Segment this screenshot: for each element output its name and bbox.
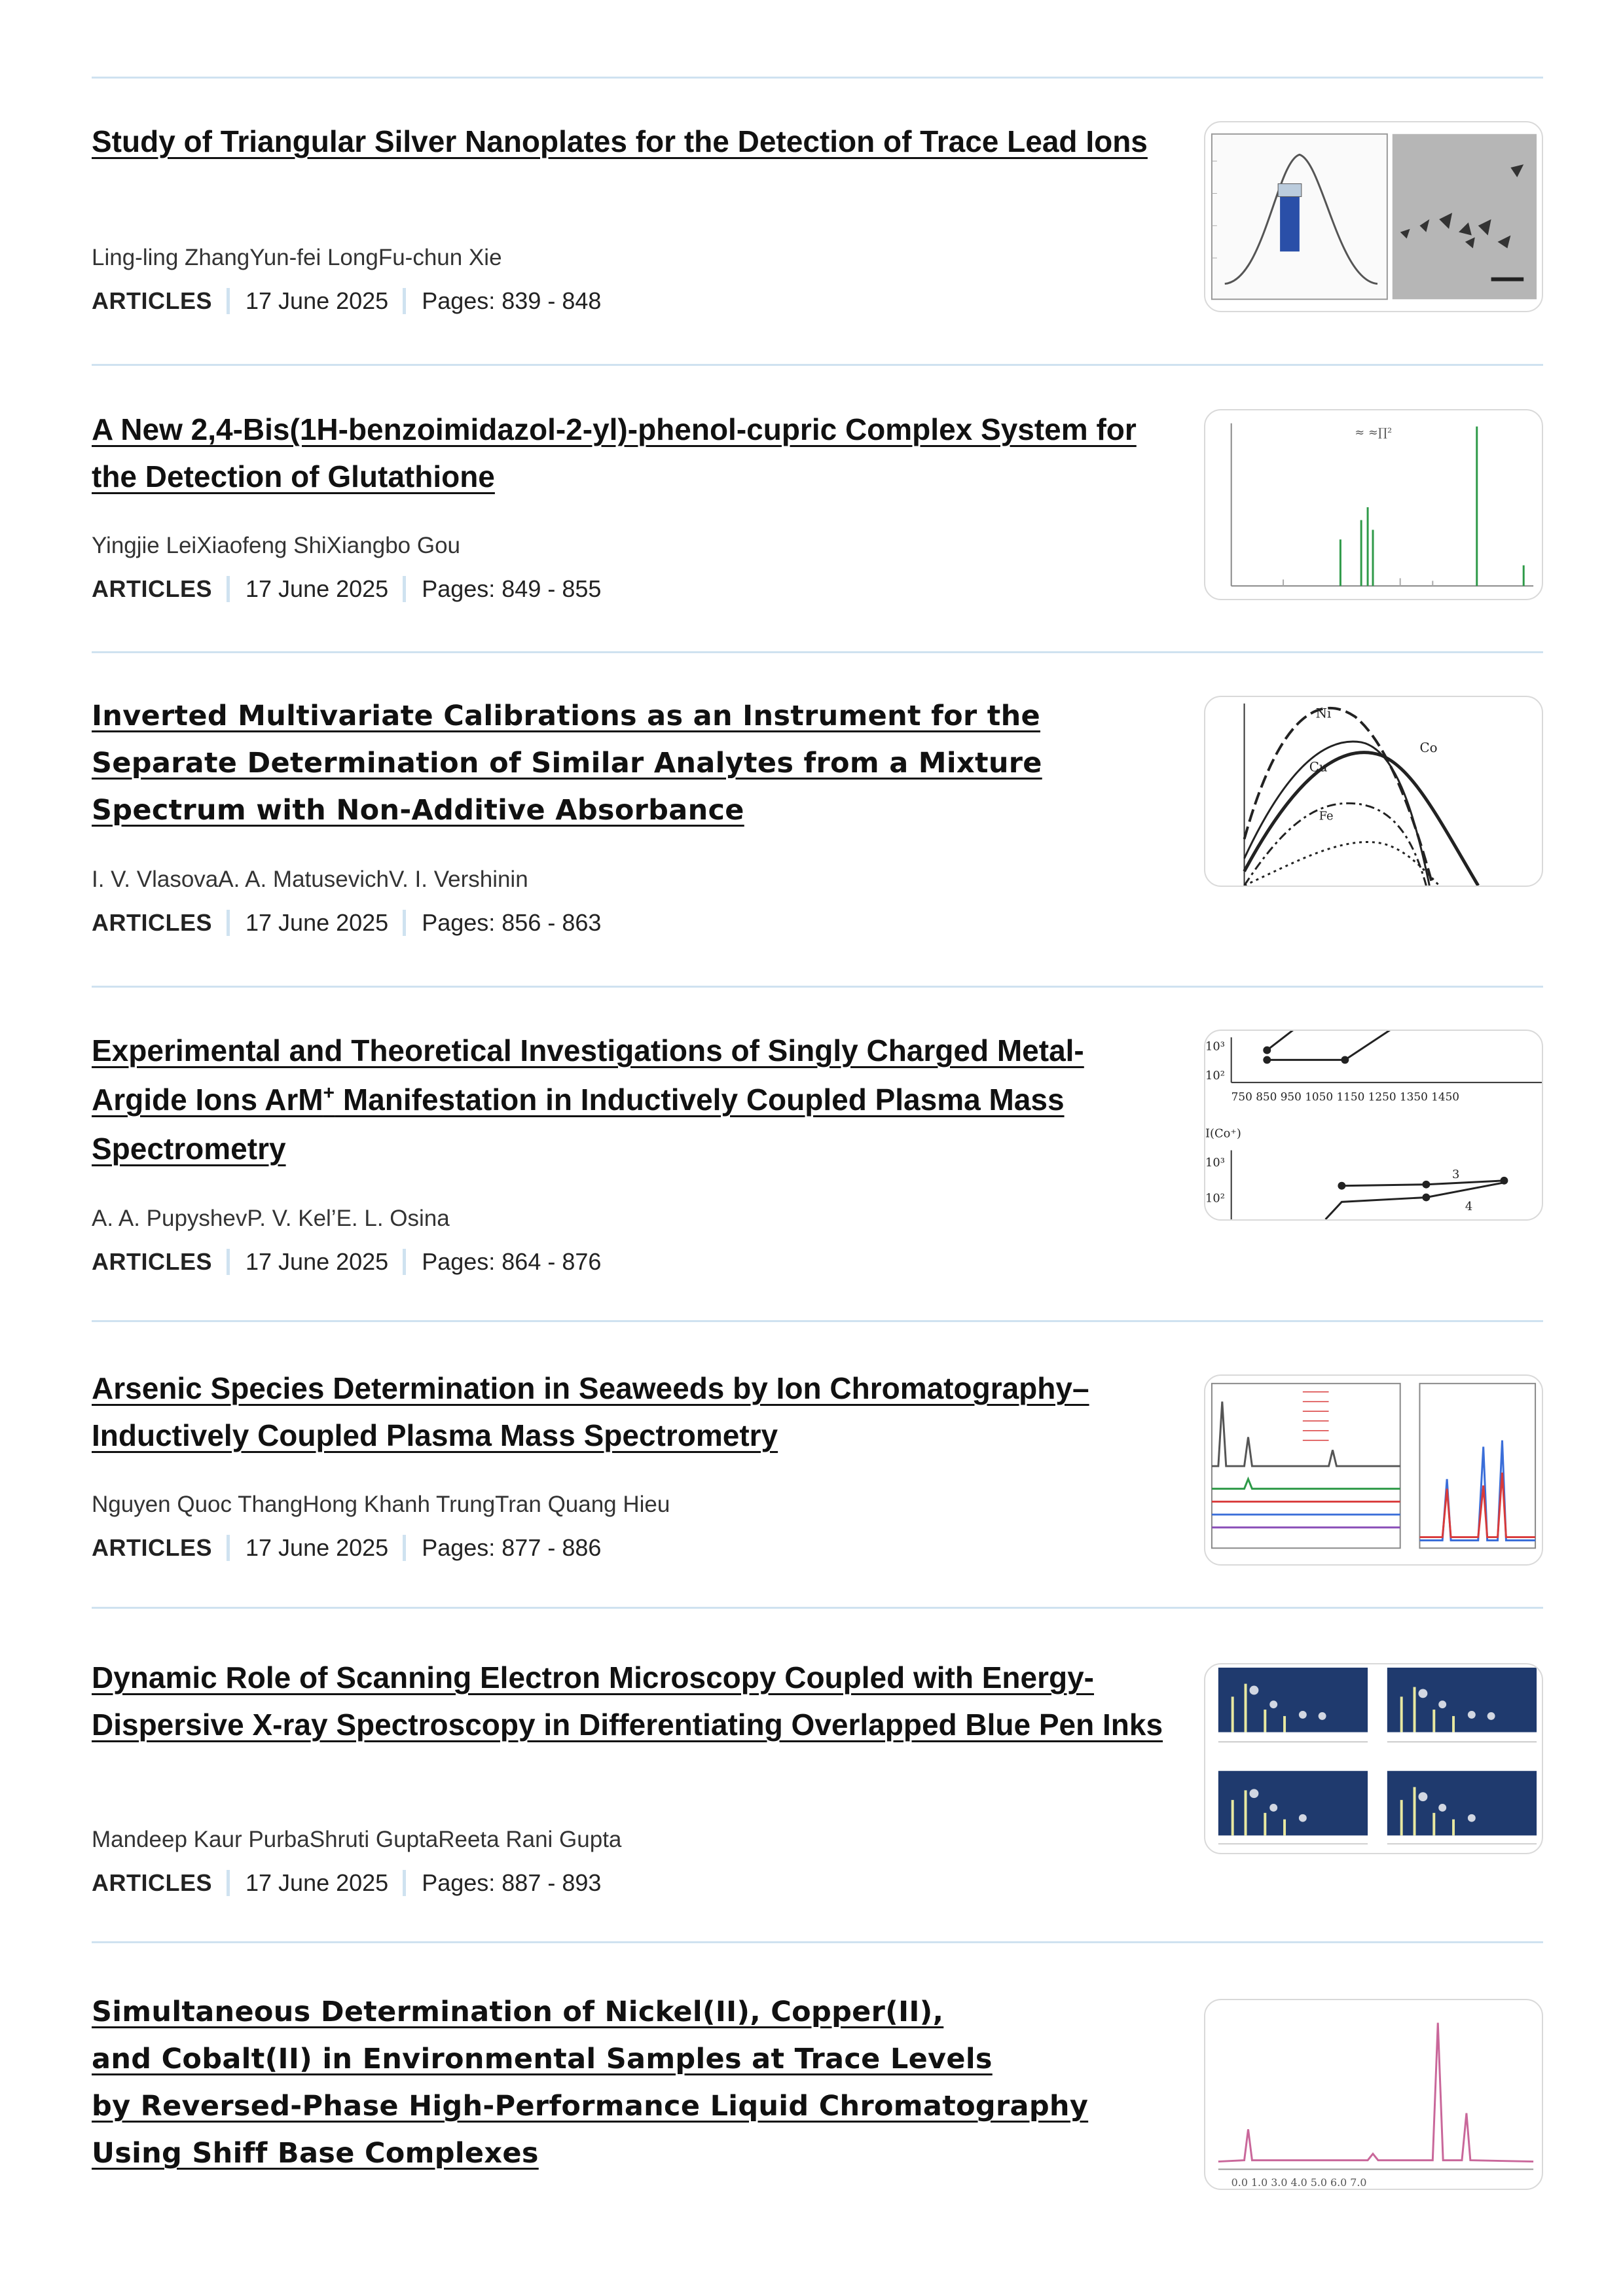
article-title-link[interactable]: A New 2,4-Bis(1H-benzoimidazol-2-yl)-phenol-cupric Complex System for the Detection of Glutathione bbox=[92, 412, 1137, 493]
article-authors: Ling-ling ZhangYun-fei LongFu-chun Xie bbox=[92, 245, 502, 270]
divider bbox=[92, 1941, 1543, 1943]
article-pages: Pages: 864 - 876 bbox=[422, 1248, 602, 1275]
article-type: ARTICLES bbox=[92, 575, 212, 602]
mass-spectrum-thumbnail bbox=[1205, 410, 1542, 599]
article-meta bbox=[92, 287, 601, 315]
article-pages: Pages: 877 - 886 bbox=[422, 1534, 602, 1561]
svg-text:I(Co⁺): I(Co⁺) bbox=[1205, 1126, 1241, 1141]
article-meta bbox=[92, 1247, 601, 1276]
uv-vis-spectrum-and-tem-image bbox=[1205, 122, 1542, 311]
article-title-link[interactable] bbox=[92, 1033, 1084, 1166]
article-thumbnail[interactable] bbox=[1204, 696, 1543, 887]
article-authors: Yingjie LeiXiaofeng ShiXiangbo Gou bbox=[92, 533, 461, 558]
article-type: ARTICLES bbox=[92, 1534, 212, 1561]
meta-separator bbox=[227, 1535, 230, 1561]
article-date: 17 June 2025 bbox=[246, 1869, 389, 1896]
article-thumbnail[interactable] bbox=[1204, 121, 1543, 312]
article-authors: I. V. VlasovaA. A. MatusevichV. I. Vershinin bbox=[92, 867, 528, 892]
article-card bbox=[92, 406, 1543, 615]
article-type: ARTICLES bbox=[92, 1869, 212, 1896]
meta-separator bbox=[403, 576, 406, 602]
meta-separator bbox=[227, 1249, 230, 1275]
article-date: 17 June 2025 bbox=[246, 1248, 389, 1275]
meta-separator bbox=[403, 288, 406, 314]
article-card bbox=[92, 1988, 1543, 2224]
article-meta bbox=[92, 908, 601, 937]
article-meta bbox=[92, 1869, 601, 1897]
article-authors: Nguyen Quoc ThangHong Khanh TrungTran Quang Hieu bbox=[92, 1492, 670, 1517]
meta-separator bbox=[403, 1870, 406, 1896]
line-plot-thumbnail bbox=[1205, 1031, 1542, 1219]
article-title-link[interactable]: Inverted Multivariate Calibrations as an Instrument for the Separate Determination of Similar Analytes from a Mixture Spectrum with Non-Additive Absorbance bbox=[92, 700, 1042, 827]
article-card bbox=[92, 1026, 1543, 1288]
article-type: ARTICLES bbox=[92, 287, 212, 314]
chromatogram-thumbnail bbox=[1205, 1376, 1542, 1564]
article-title bbox=[92, 1365, 1165, 1459]
article-pages: Pages: 839 - 848 bbox=[422, 287, 602, 314]
article-title bbox=[92, 406, 1165, 500]
divider bbox=[92, 1607, 1543, 1609]
article-title-link[interactable] bbox=[92, 1996, 1088, 2170]
svg-text:10³: 10³ bbox=[1205, 1156, 1225, 1170]
svg-text:≈ ≈∏²: ≈ ≈∏² bbox=[1355, 425, 1393, 440]
title-superscript: + bbox=[323, 1082, 335, 1104]
article-date: 17 June 2025 bbox=[246, 909, 389, 936]
article-thumbnail[interactable] bbox=[1204, 1374, 1543, 1566]
meta-separator bbox=[403, 910, 406, 936]
article-type: ARTICLES bbox=[92, 1248, 212, 1275]
article-pages: Pages: 887 - 893 bbox=[422, 1869, 602, 1896]
svg-text:Cu: Cu bbox=[1309, 759, 1328, 775]
article-meta bbox=[92, 1534, 601, 1562]
divider bbox=[92, 364, 1543, 366]
meta-separator bbox=[227, 910, 230, 936]
title-text: Experimental and Theoretical Investigations of Singly Charged Metal-Argide Ions ArM bbox=[92, 1033, 1084, 1117]
svg-text:Co: Co bbox=[1419, 740, 1438, 755]
article-date: 17 June 2025 bbox=[246, 575, 389, 602]
hplc-chromatogram-thumbnail bbox=[1205, 2000, 1542, 2189]
eds-spectra-thumbnail bbox=[1205, 1664, 1542, 1853]
absorbance-curves-thumbnail bbox=[1205, 697, 1542, 886]
svg-text:Fe: Fe bbox=[1319, 809, 1334, 823]
title-line: by Reversed-Phase High-Performance Liquid Chromatography bbox=[92, 2090, 1089, 2123]
article-card bbox=[92, 692, 1543, 954]
title-line: Simultaneous Determination of Nickel(II), Copper(II), bbox=[92, 1996, 944, 2028]
article-title-link[interactable]: Dynamic Role of Scanning Electron Microscopy Coupled with Energy-Dispersive X-ray Spectroscopy in Differentiating Overlapped Blue Pen Inks bbox=[92, 1660, 1163, 1742]
article-card bbox=[92, 1365, 1543, 1574]
title-text: Manifestation in Inductively Coupled Plasma Mass Spectrometry bbox=[92, 1083, 1065, 1166]
article-authors: A. A. PupyshevP. V. Kel’E. L. Osina bbox=[92, 1206, 450, 1231]
divider bbox=[92, 986, 1543, 988]
article-title bbox=[92, 1026, 1165, 1174]
svg-text:10²: 10² bbox=[1205, 1191, 1225, 1206]
article-pages: Pages: 849 - 855 bbox=[422, 575, 602, 602]
article-thumbnail[interactable] bbox=[1204, 1663, 1543, 1854]
article-title bbox=[92, 692, 1165, 834]
divider bbox=[92, 651, 1543, 653]
article-thumbnail[interactable] bbox=[1204, 1030, 1543, 1221]
article-authors: Mandeep Kaur PurbaShruti GuptaReeta Rani Gupta bbox=[92, 1827, 622, 1852]
article-meta bbox=[92, 575, 601, 603]
meta-separator bbox=[403, 1249, 406, 1275]
svg-text:4: 4 bbox=[1465, 1200, 1473, 1214]
article-card bbox=[92, 1654, 1543, 1916]
svg-text:10²: 10² bbox=[1205, 1069, 1225, 1083]
meta-separator bbox=[227, 288, 230, 314]
article-card bbox=[92, 118, 1543, 327]
article-type: ARTICLES bbox=[92, 909, 212, 936]
article-title bbox=[92, 1988, 1205, 2177]
article-date: 17 June 2025 bbox=[246, 287, 389, 314]
article-title bbox=[92, 1654, 1165, 1748]
svg-text:0.0 1.0 3.0 4.0: 0.0 1.0 3.0 4.0 5.0 6.0 7.0 bbox=[1231, 2176, 1367, 2189]
svg-text:3: 3 bbox=[1452, 1167, 1460, 1181]
divider bbox=[92, 1320, 1543, 1322]
article-title bbox=[92, 118, 1165, 165]
article-thumbnail[interactable] bbox=[1204, 1999, 1543, 2190]
title-line: and Cobalt(II) in Environmental Samples at Trace Levels bbox=[92, 2043, 993, 2075]
article-date: 17 June 2025 bbox=[246, 1534, 389, 1561]
article-title-link[interactable]: Study of Triangular Silver Nanoplates for the Detection of Trace Lead Ions bbox=[92, 124, 1148, 158]
meta-separator bbox=[403, 1535, 406, 1561]
article-title-link[interactable]: Arsenic Species Determination in Seaweeds by Ion Chromatography–Inductively Coupled Plasma Mass Spectrometry bbox=[92, 1371, 1089, 1452]
article-pages: Pages: 856 - 863 bbox=[422, 909, 602, 936]
divider bbox=[92, 77, 1543, 79]
title-line: Using Shiff Base Complexes bbox=[92, 2137, 539, 2170]
article-thumbnail[interactable] bbox=[1204, 409, 1543, 600]
svg-text:10³: 10³ bbox=[1205, 1039, 1225, 1054]
meta-separator bbox=[227, 576, 230, 602]
meta-separator bbox=[227, 1870, 230, 1896]
svg-text:Ni: Ni bbox=[1315, 706, 1332, 721]
svg-text:750 850 950 1050 1150 125: 750 850 950 1050 1150 1250 1350 1450 bbox=[1231, 1090, 1460, 1103]
